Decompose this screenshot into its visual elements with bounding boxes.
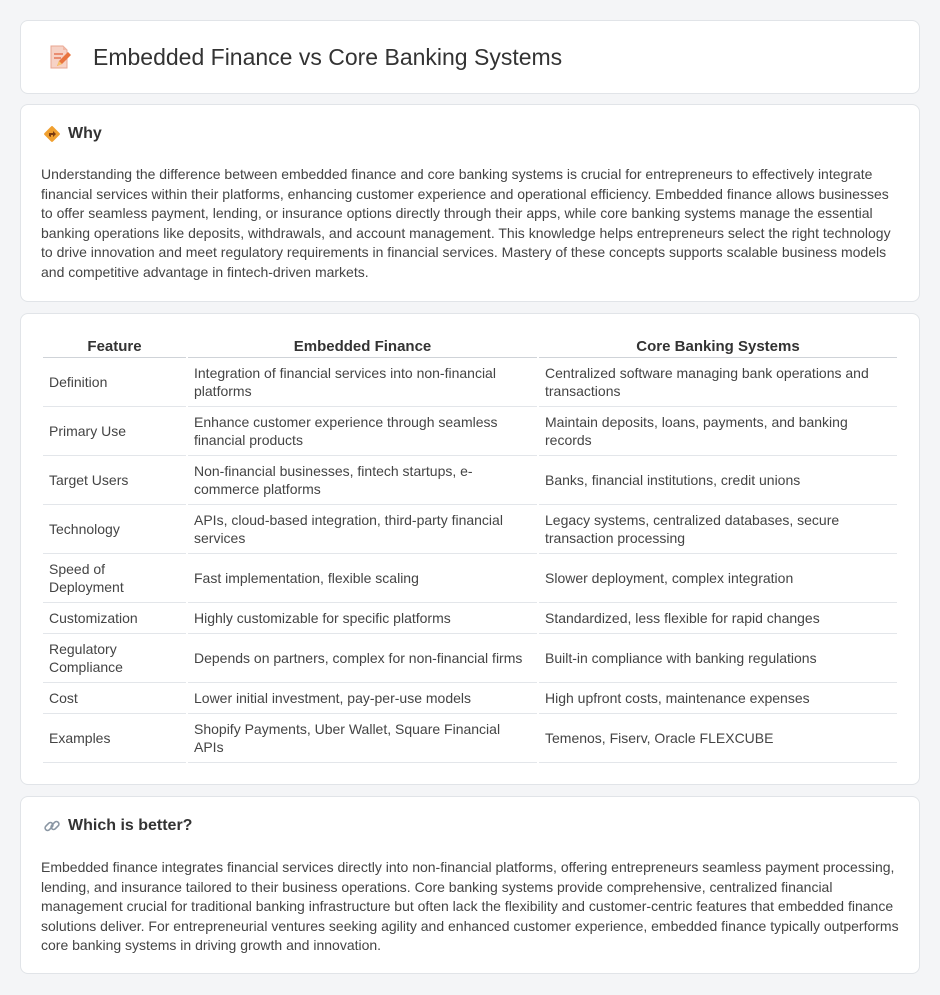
link-icon — [43, 817, 61, 835]
feature-cell: Primary Use — [43, 407, 186, 456]
diamond-direction-icon — [43, 125, 61, 143]
core-cell: Legacy systems, centralized databases, secure transaction processing — [539, 505, 897, 554]
core-cell: Built-in compliance with banking regulations — [539, 634, 897, 683]
embedded-cell: Non-financial businesses, fintech startups, e-commerce platforms — [188, 456, 537, 505]
table-row — [43, 505, 897, 554]
table-row — [43, 714, 897, 763]
core-cell: High upfront costs, maintenance expenses — [539, 683, 897, 714]
feature-cell: Customization — [43, 603, 186, 634]
table-row — [43, 634, 897, 683]
embedded-cell: Enhance customer experience through seamless financial products — [188, 407, 537, 456]
table-row — [43, 456, 897, 505]
why-heading: Why — [68, 125, 102, 142]
feature-cell: Definition — [43, 358, 186, 407]
embedded-cell: APIs, cloud-based integration, third-party financial services — [188, 505, 537, 554]
table-row — [43, 554, 897, 603]
table-row — [43, 407, 897, 456]
feature-cell: Cost — [43, 683, 186, 714]
comparison-table — [41, 336, 899, 763]
header-feature: Feature — [43, 336, 186, 358]
core-cell: Slower deployment, complex integration — [539, 554, 897, 603]
title-row — [45, 43, 562, 71]
title-card — [20, 20, 920, 94]
table-row — [43, 683, 897, 714]
table-row — [43, 603, 897, 634]
embedded-cell: Highly customizable for specific platforms — [188, 603, 537, 634]
header-core-banking: Core Banking Systems — [539, 336, 897, 358]
edit-document-icon — [45, 43, 73, 71]
feature-cell: Target Users — [43, 456, 186, 505]
why-heading-row — [43, 125, 102, 143]
why-section — [20, 104, 920, 302]
better-heading-row — [43, 817, 192, 835]
feature-cell: Regulatory Compliance — [43, 634, 186, 683]
table-row — [43, 358, 897, 407]
comparison-table-card — [20, 313, 920, 785]
page-title: Embedded Finance vs Core Banking Systems — [93, 43, 563, 70]
embedded-cell: Fast implementation, flexible scaling — [188, 554, 537, 603]
embedded-cell: Integration of financial services into non-financial platforms — [188, 358, 537, 407]
core-cell: Banks, financial institutions, credit unions — [539, 456, 897, 505]
feature-cell: Technology — [43, 505, 186, 554]
why-text: Understanding the difference between embedded finance and core banking systems is crucial for entrepreneurs to effectively integrate financial services within their platforms, enhancing customer experience and operational efficiency. Embedded finance allows businesses to offer seamless payment, lending, or insurance options directly through their apps, while core banking systems manage the essential banking operations like deposits, withdrawals, and account management. This knowledge helps entrepreneurs select the right technology to drive innovation and meet regulatory requirements in financial services. Mastery of these concepts supports scalable business models and competitive advantage in fintech-driven markets. — [41, 166, 891, 280]
embedded-cell: Depends on partners, complex for non-financial firms — [188, 634, 537, 683]
feature-cell: Speed of Deployment — [43, 554, 186, 603]
table-header-row — [43, 336, 897, 358]
better-text: Embedded finance integrates financial services directly into non-financial platforms, offering entrepreneurs seamless payment processing, lending, and insurance tailored to their business operations. Core banking systems provide comprehensive, centralized financial management crucial for traditional banking infrastructure but often lack the flexibility and customer-centric features that embedded finance solutions deliver. For entrepreneurial ventures seeking agility and enhanced customer experience, embedded finance typically outperforms core banking systems in driving growth and innovation. — [41, 859, 899, 953]
core-cell: Maintain deposits, loans, payments, and banking records — [539, 407, 897, 456]
core-cell: Standardized, less flexible for rapid changes — [539, 603, 897, 634]
core-cell: Centralized software managing bank operations and transactions — [539, 358, 897, 407]
header-embedded-finance: Embedded Finance — [188, 336, 537, 358]
embedded-cell: Lower initial investment, pay-per-use models — [188, 683, 537, 714]
which-is-better-section — [20, 796, 920, 974]
better-heading: Which is better? — [68, 817, 193, 834]
feature-cell: Examples — [43, 714, 186, 763]
embedded-cell: Shopify Payments, Uber Wallet, Square Financial APIs — [188, 714, 537, 763]
core-cell: Temenos, Fiserv, Oracle FLEXCUBE — [539, 714, 897, 763]
